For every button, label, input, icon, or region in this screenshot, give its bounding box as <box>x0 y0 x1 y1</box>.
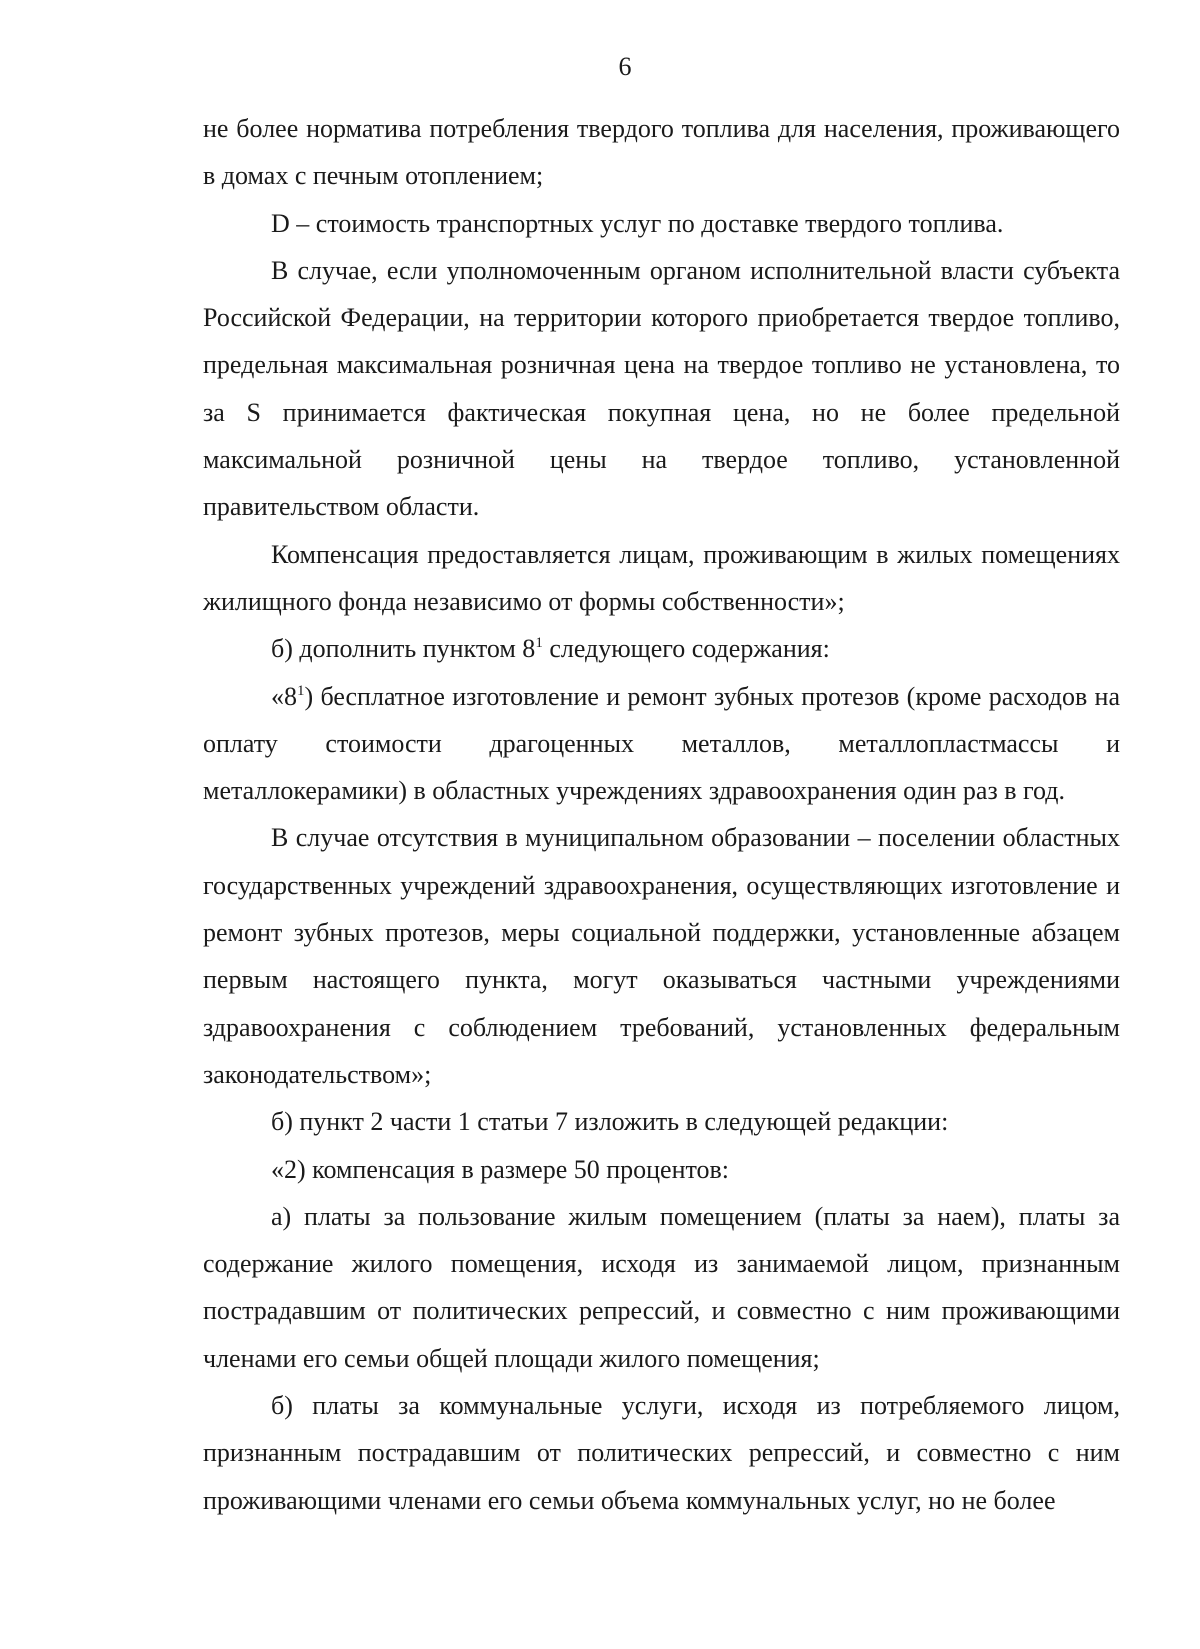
paragraph-utilities-fee: б) платы за коммунальные услуги, исходя из потребляемого лицом, признанным пострадавшим от политических репрессий, и совместно с ним проживающими членами его семьи объема коммунальных услуг, но не более <box>203 1391 1120 1515</box>
paragraph-dentures-text: ) бесплатное изготовление и ремонт зубных протезов (кроме расходов на оплату стоимости драгоценных металлов, металлопластмассы и металлокерамики) в областных учреждениях здравоохранения один раз в год. <box>203 681 1120 806</box>
paragraph-transport-cost: D – стоимость транспортных услуг по доставке твердого топлива. <box>271 208 1004 238</box>
paragraph-compensation-50: «2) компенсация в размере 50 процентов: <box>271 1154 730 1184</box>
document-body <box>203 105 1120 1524</box>
superscript: 1 <box>297 682 305 699</box>
paragraph-norm-continuation: не более норматива потребления твердого топлива для населения, проживающего в домах с печным отоплением; <box>203 114 1120 191</box>
page-number: 6 <box>618 52 632 81</box>
paragraph-add-point-text: б) дополнить пунктом 8 <box>271 634 536 664</box>
paragraph-absence: В случае отсутствия в муниципальном образовании – поселении областных государственных учреждений здравоохранения, осуществляющих изготовление и ремонт зубных протезов, меры социальной поддержки, установленные абзацем первым настоящего пункта, могут оказываться частными учреждениями здравоохранения с соблюдением требований, установленных федеральным законодательством»; <box>203 823 1120 1089</box>
paragraph-compensation: Компенсация предоставляется лицам, проживающим в жилых помещениях жилищного фонда независимо от формы собственности»; <box>203 539 1120 616</box>
paragraph-dentures <box>203 673 1120 815</box>
superscript: 1 <box>535 635 543 652</box>
paragraph-housing-fee: а) платы за пользование жилым помещением (платы за наем), платы за содержание жилого помещения, исходя из занимаемой лицом, признанным пострадавшим от политических репрессий, и совместно с ним проживающими членами его семьи общей площади жилого помещения; <box>203 1201 1120 1373</box>
paragraph-add-point <box>203 625 1120 672</box>
paragraph-add-point-tail: следующего содержания: <box>542 634 830 664</box>
paragraph-dentures-lead: «8 <box>271 681 297 711</box>
paragraph-article-7: б) пункт 2 части 1 статьи 7 изложить в следующей редакции: <box>271 1107 949 1137</box>
paragraph-max-price: В случае, если уполномоченным органом исполнительной власти субъекта Российской Федерации, на территории которого приобретается твердое топливо, предельная максимальная розничная цена на твердое топливо не установлена, то за S принимается фактическая покупная цена, но не более предельной максимальной розничной цены на твердое топливо, установленной правительством области. <box>203 255 1120 522</box>
